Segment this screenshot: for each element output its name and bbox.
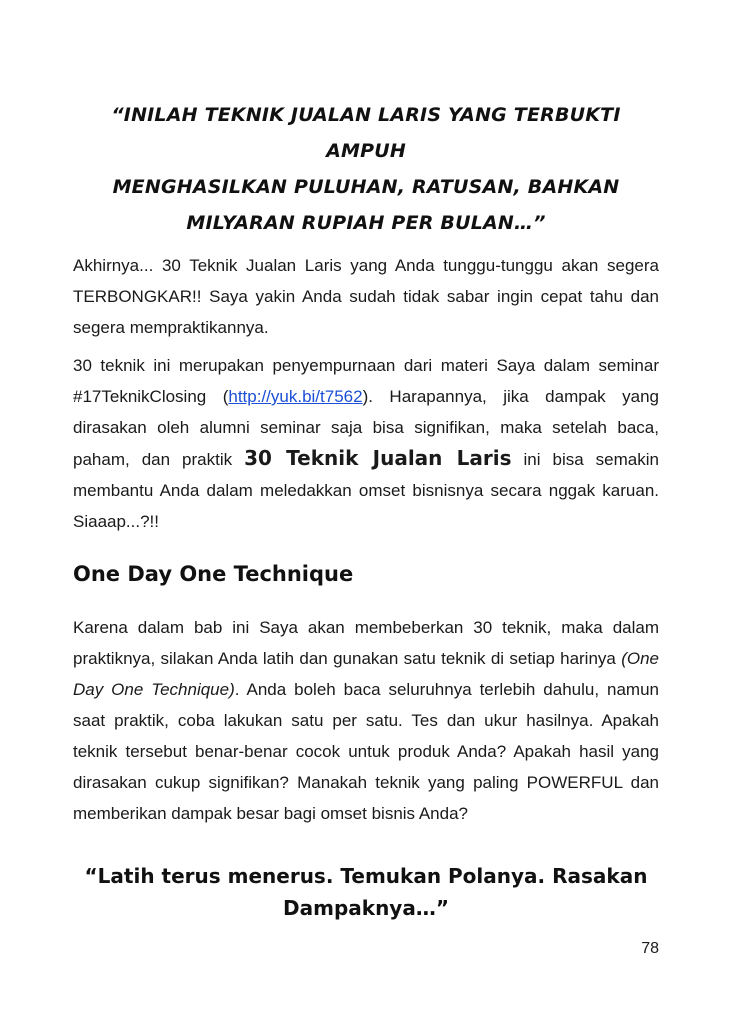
closing-quote bbox=[73, 860, 659, 924]
section-paragraph-italic: (One Day One Technique) bbox=[73, 649, 659, 699]
section-heading: One Day One Technique bbox=[73, 562, 354, 586]
quote-line-1: “Latih terus menerus. Temukan Polanya. Rasakan bbox=[84, 864, 648, 888]
intro-paragraph-1: Akhirnya... 30 Teknik Jualan Laris yang Anda tunggu-tunggu akan segera TERBONGKAR!! Saya yakin Anda sudah tidak sabar ingin cepat tahu dan segera mempraktikannya. bbox=[73, 256, 659, 337]
section-paragraph bbox=[73, 612, 659, 829]
intro-paragraph-2-start: 30 teknik ini merupakan penyempurnaan dari materi Saya dalam seminar #17TeknikClosing ( bbox=[73, 356, 659, 406]
intro-paragraph-2-end: ini bisa semakin membantu Anda dalam meledakkan omset bisnisnya secara nggak karuan. Siaaap...?!! bbox=[73, 450, 659, 531]
intro-paragraph-2 bbox=[73, 350, 659, 537]
book-title-emphasis: 30 Teknik Jualan Laris bbox=[244, 446, 512, 470]
headline-line-1: “INILAH TEKNIK JUALAN LARIS YANG TERBUKTI AMPUH bbox=[111, 104, 621, 162]
quote-line-2: Dampaknya…” bbox=[283, 896, 449, 920]
section-paragraph-end: . Anda boleh baca seluruhnya terlebih dahulu, namun saat praktik, coba lakukan satu per satu. Tes dan ukur hasilnya. Apakah teknik tersebut benar-benar cocok untuk produk Anda? Apakah hasil yang dirasakan cukup signifikan? Manakah teknik yang paling POWERFUL dan memberikan dampak besar bagi omset bisnis Anda? bbox=[73, 680, 659, 823]
page-headline bbox=[73, 97, 659, 241]
section-paragraph-start: Karena dalam bab ini Saya akan membeberkan 30 teknik, maka dalam praktiknya, silakan Anda latih dan gunakan satu teknik di setiap harinya bbox=[73, 618, 659, 668]
seminar-link[interactable]: http://yuk.bi/t7562 bbox=[228, 387, 363, 406]
page-number: 78 bbox=[641, 940, 659, 957]
headline-line-2: MENGHASILKAN PULUHAN, RATUSAN, BAHKAN bbox=[112, 176, 620, 198]
headline-line-3: MILYARAN RUPIAH PER BULAN…” bbox=[186, 212, 546, 234]
intro-paragraph-2-middle: ). Harapannya, jika dampak yang dirasakan oleh alumni seminar saja bisa signifikan, maka setelah baca, paham, dan praktik bbox=[73, 387, 659, 469]
